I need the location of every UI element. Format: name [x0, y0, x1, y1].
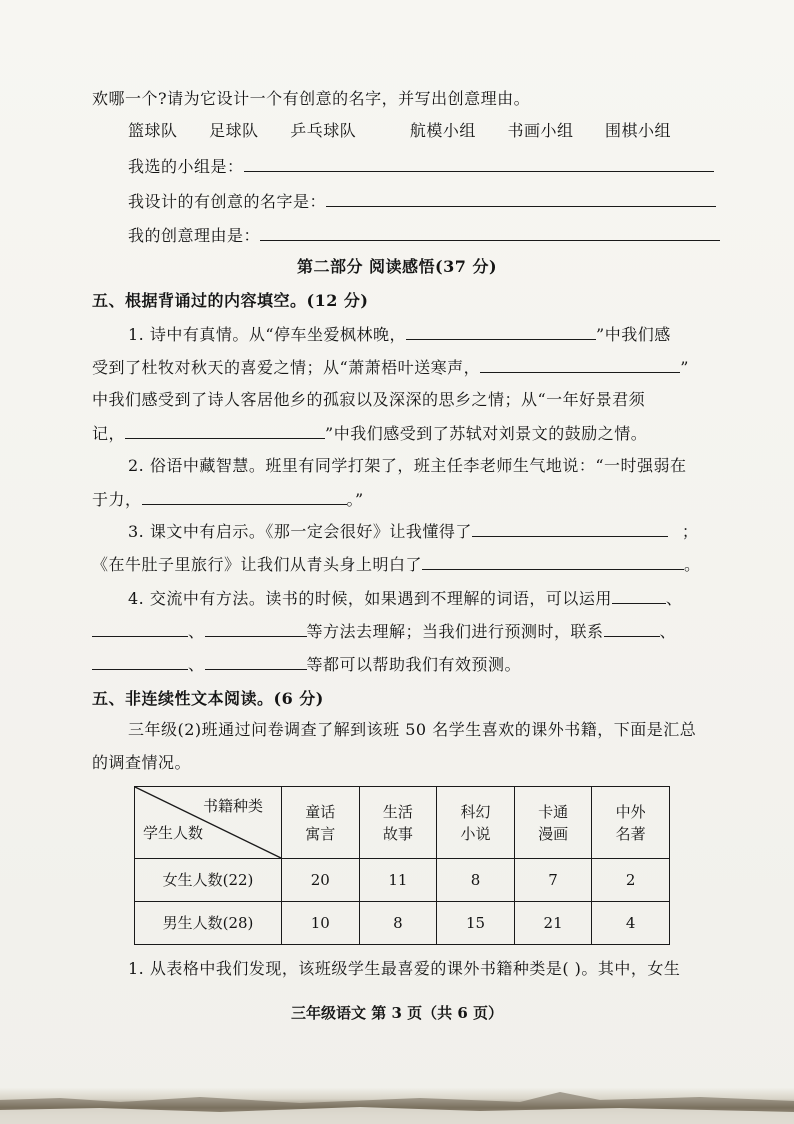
group-option: 篮球队 — [128, 121, 178, 140]
section-heading: 五、根据背诵过的内容填空。(12 分) — [92, 291, 369, 310]
table-cell: 21 — [514, 902, 592, 945]
col-header: 生活 故事 — [359, 787, 437, 859]
table-cell: 4 — [592, 902, 670, 945]
page-footer: 三年级语文 第 3 页（共 6 页） — [291, 1004, 503, 1022]
header-category: 书籍种类 — [202, 797, 263, 815]
answer-blank[interactable] — [92, 653, 188, 670]
q1-line3: 中我们感受到了诗人客居他乡的孤寂以及深深的思乡之情；从“一年好景君须 — [92, 390, 646, 409]
table-cell: 2 — [592, 859, 670, 902]
answer-blank[interactable] — [142, 488, 347, 505]
group-options — [128, 120, 697, 142]
group-option: 航模小组 — [409, 121, 476, 140]
table-cell: 8 — [437, 859, 515, 902]
table-cell: 10 — [282, 902, 360, 945]
diagonal-header-cell — [135, 787, 282, 859]
answer-blank[interactable] — [92, 620, 188, 637]
q2-line1: 2. 俗语中藏智慧。班里有同学打架了，班主任李老师生气地说：“一时强弱在 — [128, 456, 687, 475]
group-option: 书画小组 — [507, 121, 574, 140]
q3-line1: 3. 课文中有启示。《那一定会很好》让我懂得了 ； — [128, 522, 699, 541]
q4-line3: 、 等都可以帮助我们有效预测。 — [92, 653, 521, 676]
part-title: 第二部分 阅读感悟(37 分) — [296, 257, 498, 276]
col-header: 卡通 漫画 — [514, 787, 592, 859]
answer-blank[interactable] — [326, 190, 716, 207]
answer-blank[interactable] — [406, 323, 596, 340]
prompt-name: 我设计的有创意的名字是： — [128, 190, 716, 213]
survey-table — [134, 786, 670, 945]
torn-edge-shape — [0, 1088, 794, 1124]
survey-description-cont: 的调查情况。 — [92, 753, 192, 772]
q4-line2: 、 等方法去理解；当我们进行预测时，联系 、 — [92, 620, 676, 643]
answer-blank[interactable] — [604, 620, 660, 637]
answer-blank[interactable] — [260, 224, 720, 241]
group-option: 足球队 — [209, 121, 259, 140]
answer-blank[interactable] — [244, 155, 714, 172]
survey-description: 三年级(2)班通过问卷调查了解到该班 50 名学生喜欢的课外书籍，下面是汇总 — [128, 720, 697, 739]
answer-blank[interactable] — [480, 356, 680, 373]
answer-blank[interactable] — [205, 653, 307, 670]
table-header-row — [135, 787, 670, 859]
table-row — [135, 902, 670, 945]
col-header: 中外 名著 — [592, 787, 670, 859]
row-label: 女生人数(22) — [135, 859, 282, 902]
group-option: 乒乓球队 — [290, 121, 357, 140]
table-cell: 11 — [359, 859, 437, 902]
intro-line: 欢哪一个?请为它设计一个有创意的名字，并写出创意理由。 — [92, 89, 531, 108]
q1-line1: 1. 诗中有真情。从“停车坐爱枫林晚， ”中我们感 — [128, 325, 671, 344]
bottom-edge-decoration — [0, 1088, 794, 1124]
q1-line4: 记， ”中我们感受到了苏轼对刘景文的鼓励之情。 — [92, 424, 648, 443]
col-header: 童话 寓言 — [282, 787, 360, 859]
answer-blank[interactable] — [422, 553, 684, 570]
answer-blank[interactable] — [205, 620, 307, 637]
question-line: 1. 从表格中我们发现，该班级学生最喜爱的课外书籍种类是( )。其中，女生 — [128, 959, 681, 978]
table-row — [135, 859, 670, 902]
answer-blank[interactable] — [125, 422, 325, 439]
table-cell: 20 — [282, 859, 360, 902]
header-count: 学生人数 — [143, 824, 204, 842]
q4-line1: 4. 交流中有方法。读书的时候，如果遇到不理解的词语，可以运用 、 — [128, 589, 683, 608]
table-cell: 7 — [514, 859, 592, 902]
col-header: 科幻 小说 — [437, 787, 515, 859]
row-label: 男生人数(28) — [135, 902, 282, 945]
group-option: 围棋小组 — [605, 121, 672, 140]
q2-line2: 于力， 。” — [92, 490, 364, 509]
prompt-reason: 我的创意理由是： — [128, 224, 720, 247]
q3-line2: 《在牛肚子里旅行》让我们从青头身上明白了 。 — [92, 555, 701, 574]
answer-blank[interactable] — [612, 587, 666, 604]
table-cell: 8 — [359, 902, 437, 945]
prompt-group: 我选的小组是： — [128, 155, 714, 178]
q1-line2: 受到了杜牧对秋天的喜爱之情；从“萧萧梧叶送寒声， ” — [92, 358, 689, 377]
section-heading: 五、非连续性文本阅读。(6 分) — [92, 689, 324, 708]
table-cell: 15 — [437, 902, 515, 945]
answer-blank[interactable] — [472, 520, 668, 537]
